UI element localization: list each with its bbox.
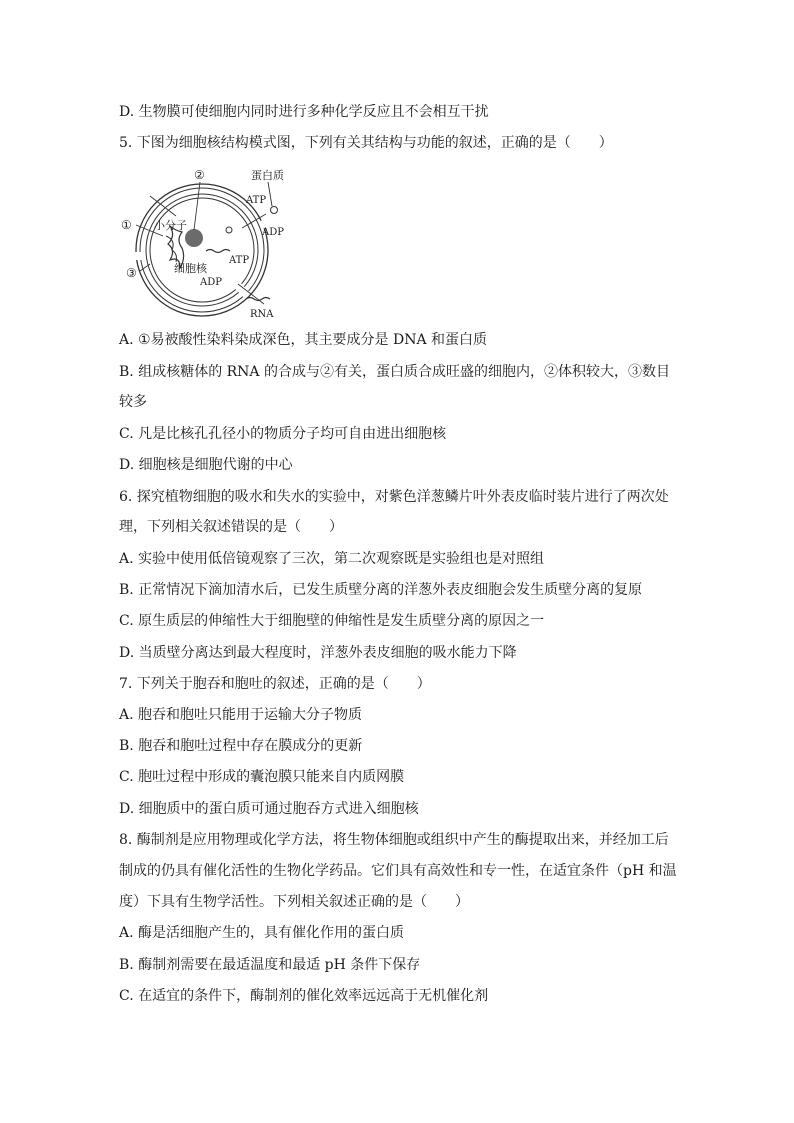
label-protein: 蛋白质 (251, 169, 284, 182)
arrow-small-molecule (150, 196, 176, 216)
text-line-q6-option-c: C. 原生质层的伸缩性大于细胞壁的伸缩性是发生质壁分离的原因之一 (119, 613, 545, 629)
text-line-q5-stem: 5. 下图为细胞核结构模式图，下列有关其结构与功能的叙述，正确的是（ ） (119, 135, 613, 151)
label-adp-right: ADP (262, 227, 284, 238)
text-line-q5-option-b-cont: 较多 (119, 394, 147, 410)
label-atp-top: ATP (246, 195, 267, 206)
text-line-q4-option-d: D. 生物膜可使细胞内同时进行多种化学反应且不会相互干扰 (119, 104, 489, 120)
text-line-q6-option-a: A. 实验中使用低倍镜观察了三次，第二次观察既是实验组也是对照组 (119, 551, 545, 567)
nuclear-pore-left (132, 252, 144, 260)
text-line-q8-stem-cont2: 度）下具有生物学活性。下列相关叙述正确的是（ ） (119, 894, 469, 910)
text-line-q6-stem: 6. 探究植物细胞的吸水和失水的实验中，对紫色洋葱鳞片叶外表皮临时装片进行了两次处 (119, 489, 669, 505)
text-line-q8-option-b: B. 酶制剂需要在最适温度和最适 pH 条件下保存 (119, 957, 421, 973)
rna-strand-inner (206, 250, 230, 253)
nuclear-pore-bottom (235, 283, 249, 297)
leader-protein (268, 182, 272, 206)
label-adp-bottom: ADP (200, 277, 222, 288)
text-line-q6-stem-cont: 理，下列相关叙述错误的是（ ） (119, 519, 343, 535)
nucleus-structure-diagram (118, 166, 300, 322)
text-line-q8-option-a: A. 酶是活细胞产生的，具有催化作用的蛋白质 (119, 925, 405, 941)
text-line-q5-option-a: A. ①易被酸性染料染成深色，其主要成分是 DNA 和蛋白质 (119, 332, 488, 348)
label-atp-bottom: ATP (229, 255, 250, 266)
label-small-molecule: 小分子 (154, 219, 187, 232)
text-line-q5-option-b: B. 组成核糖体的 RNA 的合成与②有关，蛋白质合成旺盛的细胞内，②体积较大，③数目 (119, 364, 670, 380)
protein-particle (271, 207, 278, 214)
leader-2 (194, 182, 200, 230)
label-1: ① (121, 218, 132, 232)
label-3: ③ (126, 266, 137, 280)
text-line-q7-option-d: D. 细胞质中的蛋白质可通过胞吞方式进入细胞核 (119, 801, 419, 817)
text-line-q7-stem: 7. 下列关于胞吞和胞吐的叙述，正确的是（ ） (119, 676, 431, 692)
text-line-q5-option-c: C. 凡是比核孔孔径小的物质分子均可自由进出细胞核 (119, 426, 447, 442)
label-nucleus: 细胞核 (174, 262, 207, 275)
text-line-q6-option-b: B. 正常情况下滴加清水后，已发生质壁分离的洋葱外表皮细胞会发生质壁分离的复原 (119, 582, 643, 598)
nucleolus (185, 229, 203, 247)
text-line-q8-option-c: C. 在适宜的条件下，酶制剂的催化效率远远高于无机催化剂 (119, 988, 489, 1004)
text-line-q8-stem: 8. 酶制剂是应用物理或化学方法，将生物体细胞或组织中产生的酶提取出来，并经加工后 (119, 832, 669, 848)
small-particle (226, 227, 232, 233)
text-line-q6-option-d: D. 当质壁分离达到最大程度时，洋葱外表皮细胞的吸水能力下降 (119, 645, 517, 661)
text-line-q5-option-d: D. 细胞核是细胞代谢的中心 (119, 457, 293, 473)
text-line-q7-option-b: B. 胞吞和胞吐过程中存在膜成分的更新 (119, 738, 363, 754)
label-rna: RNA (250, 309, 274, 320)
text-line-q7-option-c: C. 胞吐过程中形成的囊泡膜只能来自内质网膜 (119, 769, 405, 785)
label-2: ② (194, 168, 205, 182)
text-line-q8-stem-cont1: 制成的仍具有催化活性的生物化学药品。它们具有高效性和专一性，在适宜条件（pH 和温 (119, 863, 677, 879)
text-line-q7-option-a: A. 胞吞和胞吐只能用于运输大分子物质 (119, 707, 363, 723)
